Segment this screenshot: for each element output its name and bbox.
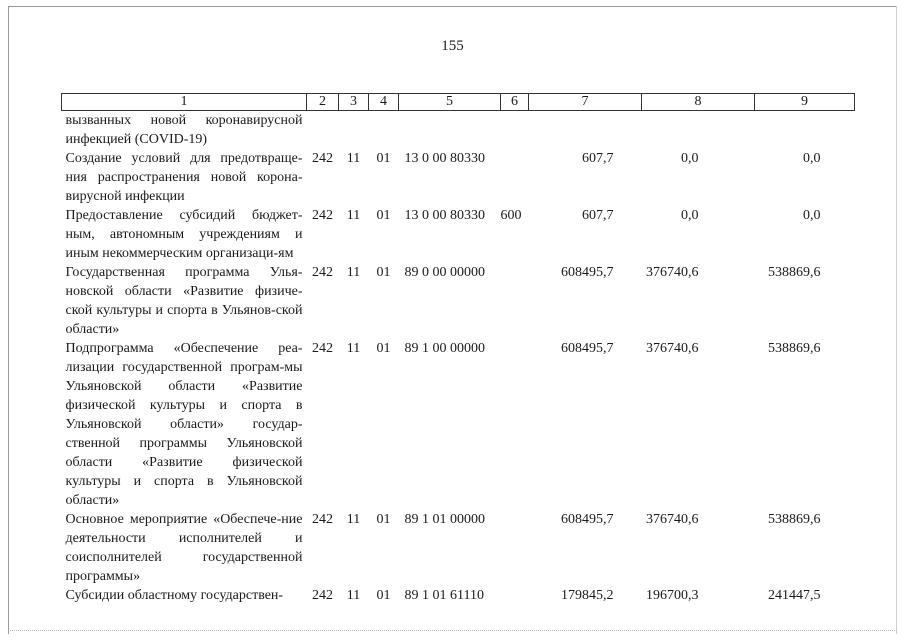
cell-target-article: 89 0 00 00000: [404, 265, 485, 280]
cell-ministry-code: 242: [312, 208, 333, 223]
page-number: 155: [441, 38, 464, 54]
cell-section: 11: [346, 265, 361, 280]
cell-ministry-code: 242: [312, 512, 333, 527]
column-header: 4: [369, 94, 399, 111]
column-header: 1: [62, 94, 307, 111]
table-row: [62, 586, 855, 605]
cell-amount-col7: [529, 111, 642, 150]
column-header: 8: [642, 94, 755, 111]
budget-table: [61, 93, 855, 605]
column-header: 5: [399, 94, 501, 111]
cell-target-article: 89 1 01 00000: [404, 512, 485, 527]
table-row: [62, 510, 855, 586]
cell-target-article: 89 1 00 00000: [404, 341, 485, 356]
table-row: [62, 339, 855, 510]
cell-amount-col9: 538869,6: [768, 512, 821, 527]
column-header: 2: [307, 94, 339, 111]
cell-amount-col8: 196700,3: [646, 588, 699, 603]
cell-expense-type: [501, 586, 529, 605]
cell-section: 11: [346, 588, 361, 603]
cell-expense-type: 600: [500, 208, 522, 223]
cell-amount-col9: 0,0: [803, 151, 821, 166]
cell-expense-type: [501, 149, 529, 206]
cell-expense-type: [501, 263, 529, 339]
cell-ministry-code: 242: [312, 151, 333, 166]
cell-ministry-code: 242: [312, 341, 333, 356]
column-header: 9: [755, 94, 855, 111]
row-name-cell: Государственная программа Улья-новской области «Развитие физиче-ской культуры и спорта в Ульянов-ской области»: [65, 265, 303, 337]
cell-subsection: 01: [376, 512, 391, 527]
row-name-cell: Предоставление субсидий бюджет-ным, автономным учреждениям и иным некоммерческим организаци-ям: [65, 208, 303, 261]
column-header: 6: [501, 94, 529, 111]
table-body: [62, 111, 855, 606]
cell-expense-type: [501, 111, 529, 150]
page-edge: [8, 630, 897, 631]
cell-section: [339, 111, 369, 150]
cell-amount-col7: 608495,7: [561, 512, 614, 527]
cell-amount-col8: 376740,6: [646, 341, 699, 356]
page-border: [8, 6, 897, 7]
cell-subsection: 01: [376, 208, 391, 223]
table-row: [62, 263, 855, 339]
cell-subsection: [369, 111, 399, 150]
cell-amount-col9: 0,0: [803, 208, 821, 223]
table-row: [62, 206, 855, 263]
cell-target-article: [399, 111, 501, 150]
cell-section: 11: [346, 512, 361, 527]
row-name-cell: Субсидии областному государствен-: [65, 588, 284, 603]
cell-subsection: 01: [376, 341, 391, 356]
cell-subsection: 01: [376, 588, 391, 603]
table-header-row: [62, 94, 855, 111]
table-row: [62, 111, 855, 150]
cell-expense-type: [501, 339, 529, 510]
cell-amount-col8: 0,0: [681, 151, 699, 166]
page-border: [8, 6, 9, 634]
table-row: [62, 149, 855, 206]
row-name-cell: вызванных новой коронавирусной инфекцией (COVID-19): [65, 113, 303, 147]
cell-section: 11: [346, 341, 361, 356]
row-name-cell: Подпрограмма «Обеспечение реа-лизации государственной програм-мы Ульяновской области «Развитие физической культуры и спорта в Ульяновской области» государ-ственной программы Ульяновской области «Развитие физической культуры и спорта в Ульяновской области»: [65, 341, 303, 508]
cell-target-article: 89 1 01 61110: [404, 588, 484, 603]
cell-ministry-code: 242: [312, 588, 333, 603]
cell-amount-col9: [755, 111, 855, 150]
column-header: 3: [339, 94, 369, 111]
cell-amount-col8: [642, 111, 755, 150]
row-name-cell: Основное мероприятие «Обеспече-ние деятельности исполнителей и соисполнителей государственной программы»: [65, 512, 303, 584]
cell-amount-col8: 376740,6: [646, 512, 699, 527]
cell-amount-col9: 538869,6: [768, 341, 821, 356]
cell-amount-col7: 608495,7: [561, 341, 614, 356]
cell-expense-type: [501, 510, 529, 586]
page-border: [896, 6, 897, 634]
cell-amount-col8: 376740,6: [646, 265, 699, 280]
column-header: 7: [529, 94, 642, 111]
cell-amount-col9: 538869,6: [768, 265, 821, 280]
cell-amount-col9: 241447,5: [768, 588, 821, 603]
cell-target-article: 13 0 00 80330: [404, 208, 485, 223]
cell-amount-col7: 608495,7: [561, 265, 614, 280]
cell-subsection: 01: [376, 265, 391, 280]
cell-ministry-code: [307, 111, 339, 150]
cell-target-article: 13 0 00 80330: [404, 151, 485, 166]
row-name-cell: Создание условий для предотвраще-ния распространения новой корона-вирусной инфекции: [65, 151, 303, 204]
cell-amount-col7: 607,7: [582, 208, 614, 223]
cell-section: 11: [346, 151, 361, 166]
cell-amount-col7: 179845,2: [561, 588, 614, 603]
cell-ministry-code: 242: [312, 265, 333, 280]
cell-amount-col8: 0,0: [681, 208, 699, 223]
cell-amount-col7: 607,7: [582, 151, 614, 166]
cell-subsection: 01: [376, 151, 391, 166]
cell-section: 11: [346, 208, 361, 223]
